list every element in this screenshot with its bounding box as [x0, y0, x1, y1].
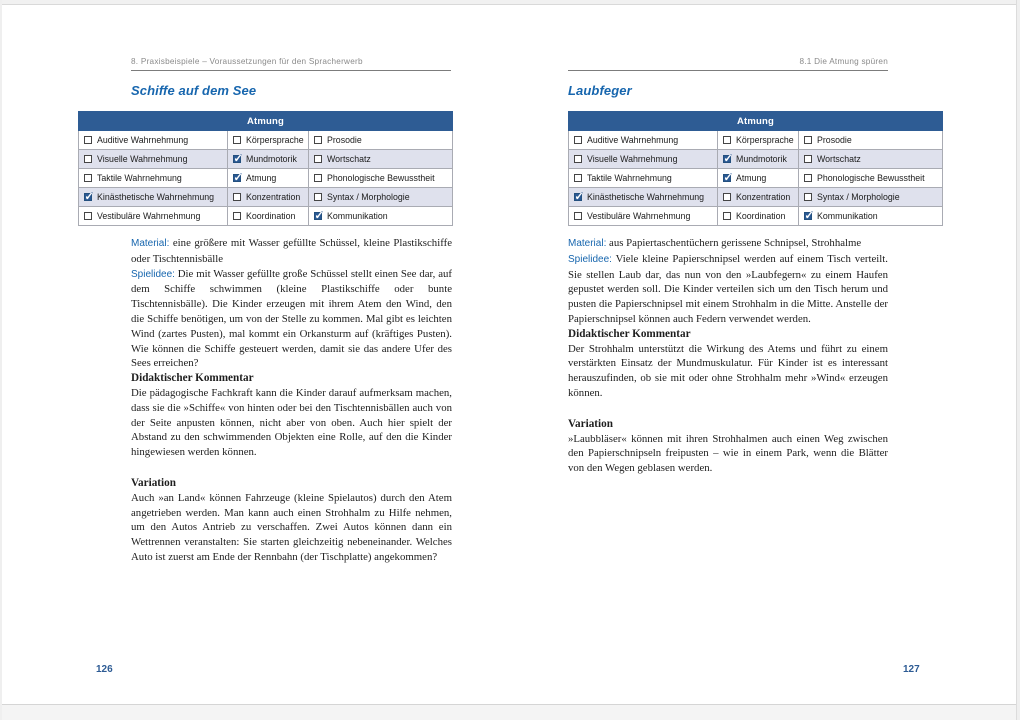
checkbox-icon	[314, 136, 322, 144]
page-title-left: Schiffe auf dem See	[131, 83, 257, 98]
table-cell	[799, 131, 943, 150]
table-cell	[309, 131, 453, 150]
table-cell	[569, 169, 718, 188]
running-head-rule-right	[568, 70, 888, 71]
variation-heading: Variation	[568, 417, 613, 430]
table-row	[569, 207, 943, 226]
spielidee-text: Viele kleine Papierschnipsel werden auf einem Tisch verteilt. Sie stellen Laub dar, das nun von den »Laubfegern« zu einem Haufen gepustet werden soll. Die Kinder verteilen sich um den Tisch herum und pusten die Papierschnipsel mit einem Strohhalm in die Mitte. Anstelle der Papierschnipsel können auch Federn verwendet werden.	[568, 252, 888, 325]
kommentar-text: Der Strohhalm unterstützt die Wirkung des Atems und führt zu einem verstärkten Einsatz der Mundmuskulatur. Für Kinder ist es interessant herauszufinden, ob sie mit oder ohne Strohhalm mehr »Wind« erzeugen können.	[568, 342, 888, 399]
cell-label: Konzentration	[246, 192, 301, 202]
cell-label: Körpersprache	[246, 135, 304, 145]
cell-label: Auditive Wahrnehmung	[97, 135, 189, 145]
body-text-right	[568, 236, 888, 476]
table-cell	[718, 169, 799, 188]
checkbox-icon	[574, 174, 582, 182]
checkbox-icon	[804, 174, 812, 182]
table-cell	[228, 188, 309, 207]
table-cell	[309, 188, 453, 207]
checkbox-icon	[314, 212, 322, 220]
table-row	[79, 207, 453, 226]
table-cell	[799, 188, 943, 207]
checkbox-icon	[314, 155, 322, 163]
spielidee-label: Spielidee:	[568, 253, 612, 265]
kommentar-heading: Didaktischer Kommentar	[131, 372, 254, 385]
cell-label: Mundmotorik	[246, 154, 297, 164]
table-cell	[718, 131, 799, 150]
table-row	[79, 150, 453, 169]
cell-label: Phonologische Bewusstheit	[327, 173, 435, 183]
checkbox-icon	[723, 193, 731, 201]
table-cell	[718, 188, 799, 207]
table-cell	[309, 207, 453, 226]
cell-label: Auditive Wahrnehmung	[587, 135, 679, 145]
checkbox-icon	[233, 155, 241, 163]
table-cell	[569, 207, 718, 226]
cell-label: Taktile Wahrnehmung	[587, 173, 672, 183]
cell-label: Kommunikation	[327, 211, 388, 221]
kommentar-text: Die pädagogische Fachkraft kann die Kinder darauf aufmerksam machen, dass sie die »Schiffe« von hinten oder bei den Tischtennisbällen auch von der Seite anpusten können, nicht aber von oben. Auch hier spielt der Abstand zu den schwimmenden Objekten eine Rolle, auf den die Kinder hingewiesen werden können.	[131, 386, 452, 459]
cell-label: Kinästhetische Wahrnehmung	[97, 192, 215, 202]
cell-label: Visuelle Wahrnehmung	[97, 154, 188, 164]
checkbox-icon	[723, 212, 731, 220]
variation-text: »Laubbläser« können mit ihren Strohhalmen auch einen Weg zwischen den Papierschnipseln freipusten – wie in einem Park, wenn die Blätter von den Wegen geblasen werden.	[568, 432, 888, 475]
material-text: eine größere mit Wasser gefüllte Schüssel, kleine Plastikschiffe oder Tischtennisbälle	[131, 237, 452, 265]
kommentar-heading: Didaktischer Kommentar	[568, 327, 691, 340]
cell-label: Prosodie	[327, 135, 362, 145]
checkbox-icon	[84, 136, 92, 144]
cell-label: Konzentration	[736, 192, 791, 202]
table-cell	[799, 150, 943, 169]
checkbox-icon	[723, 174, 731, 182]
checkbox-icon	[233, 174, 241, 182]
cell-label: Syntax / Morphologie	[817, 192, 900, 202]
checkbox-icon	[804, 136, 812, 144]
running-head-left: 8. Praxisbeispiele – Voraussetzungen für den Spracherwerb	[131, 57, 363, 66]
cell-label: Koordination	[736, 211, 786, 221]
table-cell	[228, 150, 309, 169]
table-cell	[569, 131, 718, 150]
table-row	[569, 150, 943, 169]
table-row	[569, 131, 943, 150]
checkbox-icon	[574, 193, 582, 201]
table-cell	[309, 150, 453, 169]
table-cell	[569, 150, 718, 169]
checkbox-icon	[314, 174, 322, 182]
page-number-right: 127	[903, 664, 920, 675]
cell-label: Wortschatz	[817, 154, 861, 164]
cell-label: Kommunikation	[817, 211, 878, 221]
checkbox-icon	[574, 155, 582, 163]
cell-label: Koordination	[246, 211, 296, 221]
cell-label: Phonologische Bewusstheit	[817, 173, 925, 183]
table-cell	[228, 207, 309, 226]
scan-edge-top	[0, 0, 1020, 5]
cell-label: Vestibuläre Wahrnehmung	[97, 211, 201, 221]
cell-label: Mundmotorik	[736, 154, 787, 164]
table-header-atmung: Atmung	[79, 112, 453, 131]
spielidee-label: Spielidee:	[131, 268, 175, 280]
cell-label: Prosodie	[817, 135, 852, 145]
variation-heading: Variation	[131, 476, 176, 489]
table-cell	[309, 169, 453, 188]
spielidee-paragraph	[131, 267, 452, 372]
variation-text: Auch »an Land« können Fahrzeuge (kleine Spielautos) durch den Atem angetrieben werden. Man kann auch einen Strohhalm zu Hilfe nehmen, um den Autos Antrieb zu verschaffen. Zwei Autos können dann ein Wettrennen veranstalten: Sie starten gleichzeitig nebeneinander. Welches Auto ist zuerst am Ende der Rennbahn (der Tischplatte) angekommen?	[131, 491, 452, 563]
table-row	[79, 169, 453, 188]
material-paragraph	[131, 236, 452, 267]
checkbox-icon	[233, 193, 241, 201]
checkbox-icon	[84, 174, 92, 182]
table-row	[79, 131, 453, 150]
checkbox-icon	[84, 155, 92, 163]
material-label: Material:	[131, 238, 170, 249]
material-paragraph	[568, 236, 888, 252]
cell-label: Vestibuläre Wahrnehmung	[587, 211, 691, 221]
checkbox-icon	[233, 212, 241, 220]
scan-edge-left	[0, 0, 2, 720]
scan-edge-bottom	[0, 704, 1020, 720]
table-cell	[79, 207, 228, 226]
cell-label: Taktile Wahrnehmung	[97, 173, 182, 183]
cell-label: Körpersprache	[736, 135, 794, 145]
checkbox-icon	[723, 136, 731, 144]
competence-table-left	[78, 111, 453, 226]
table-cell	[799, 207, 943, 226]
table-cell	[79, 169, 228, 188]
table-row	[79, 188, 453, 207]
body-text-left	[131, 236, 452, 565]
checkbox-icon	[314, 193, 322, 201]
scan-edge-right	[1016, 0, 1020, 720]
material-label: Material:	[568, 238, 607, 249]
cell-label: Wortschatz	[327, 154, 371, 164]
cell-label: Atmung	[736, 173, 767, 183]
table-cell	[718, 150, 799, 169]
table-cell	[79, 188, 228, 207]
checkbox-icon	[723, 155, 731, 163]
table-cell	[718, 207, 799, 226]
table-header-atmung: Atmung	[569, 112, 943, 131]
table-row	[569, 169, 943, 188]
table-cell	[228, 131, 309, 150]
table-cell	[79, 131, 228, 150]
checkbox-icon	[233, 136, 241, 144]
cell-label: Syntax / Morphologie	[327, 192, 410, 202]
material-text: aus Papiertaschentüchern gerissene Schnipsel, Strohhalme	[606, 237, 862, 249]
spielidee-paragraph	[568, 252, 888, 327]
checkbox-icon	[804, 193, 812, 201]
table-cell	[228, 169, 309, 188]
checkbox-icon	[84, 212, 92, 220]
checkbox-icon	[804, 155, 812, 163]
table-row	[569, 188, 943, 207]
competence-table-right	[568, 111, 943, 226]
checkbox-icon	[574, 136, 582, 144]
table-cell	[79, 150, 228, 169]
checkbox-icon	[804, 212, 812, 220]
table-cell	[569, 188, 718, 207]
cell-label: Atmung	[246, 173, 277, 183]
checkbox-icon	[84, 193, 92, 201]
running-head-right: 8.1 Die Atmung spüren	[799, 57, 888, 66]
table-cell	[799, 169, 943, 188]
cell-label: Visuelle Wahrnehmung	[587, 154, 678, 164]
checkbox-icon	[574, 212, 582, 220]
page-number-left: 126	[96, 664, 113, 675]
cell-label: Kinästhetische Wahrnehmung	[587, 192, 705, 202]
page-title-right: Laubfeger	[568, 83, 632, 98]
spielidee-text: Die mit Wasser gefüllte große Schüssel stellt einen See dar, auf dem Schiffe schwimmen (kleine Plastikschiffe oder bunte Tischtennisbälle). Die Kinder erzeugen mit ihrem Atem den Wind, den die Schiffe benötigen, um von der Stelle zu kommen. Mal gibt es leichten Wind (zartes Pusten), mal kommt ein Orkansturm auf (kräftiges Pusten). Wie können die Schiffe gesteuert werden, damit sie das andere Ufer des Sees erreichen?	[131, 267, 452, 370]
running-head-rule-left	[131, 70, 451, 71]
